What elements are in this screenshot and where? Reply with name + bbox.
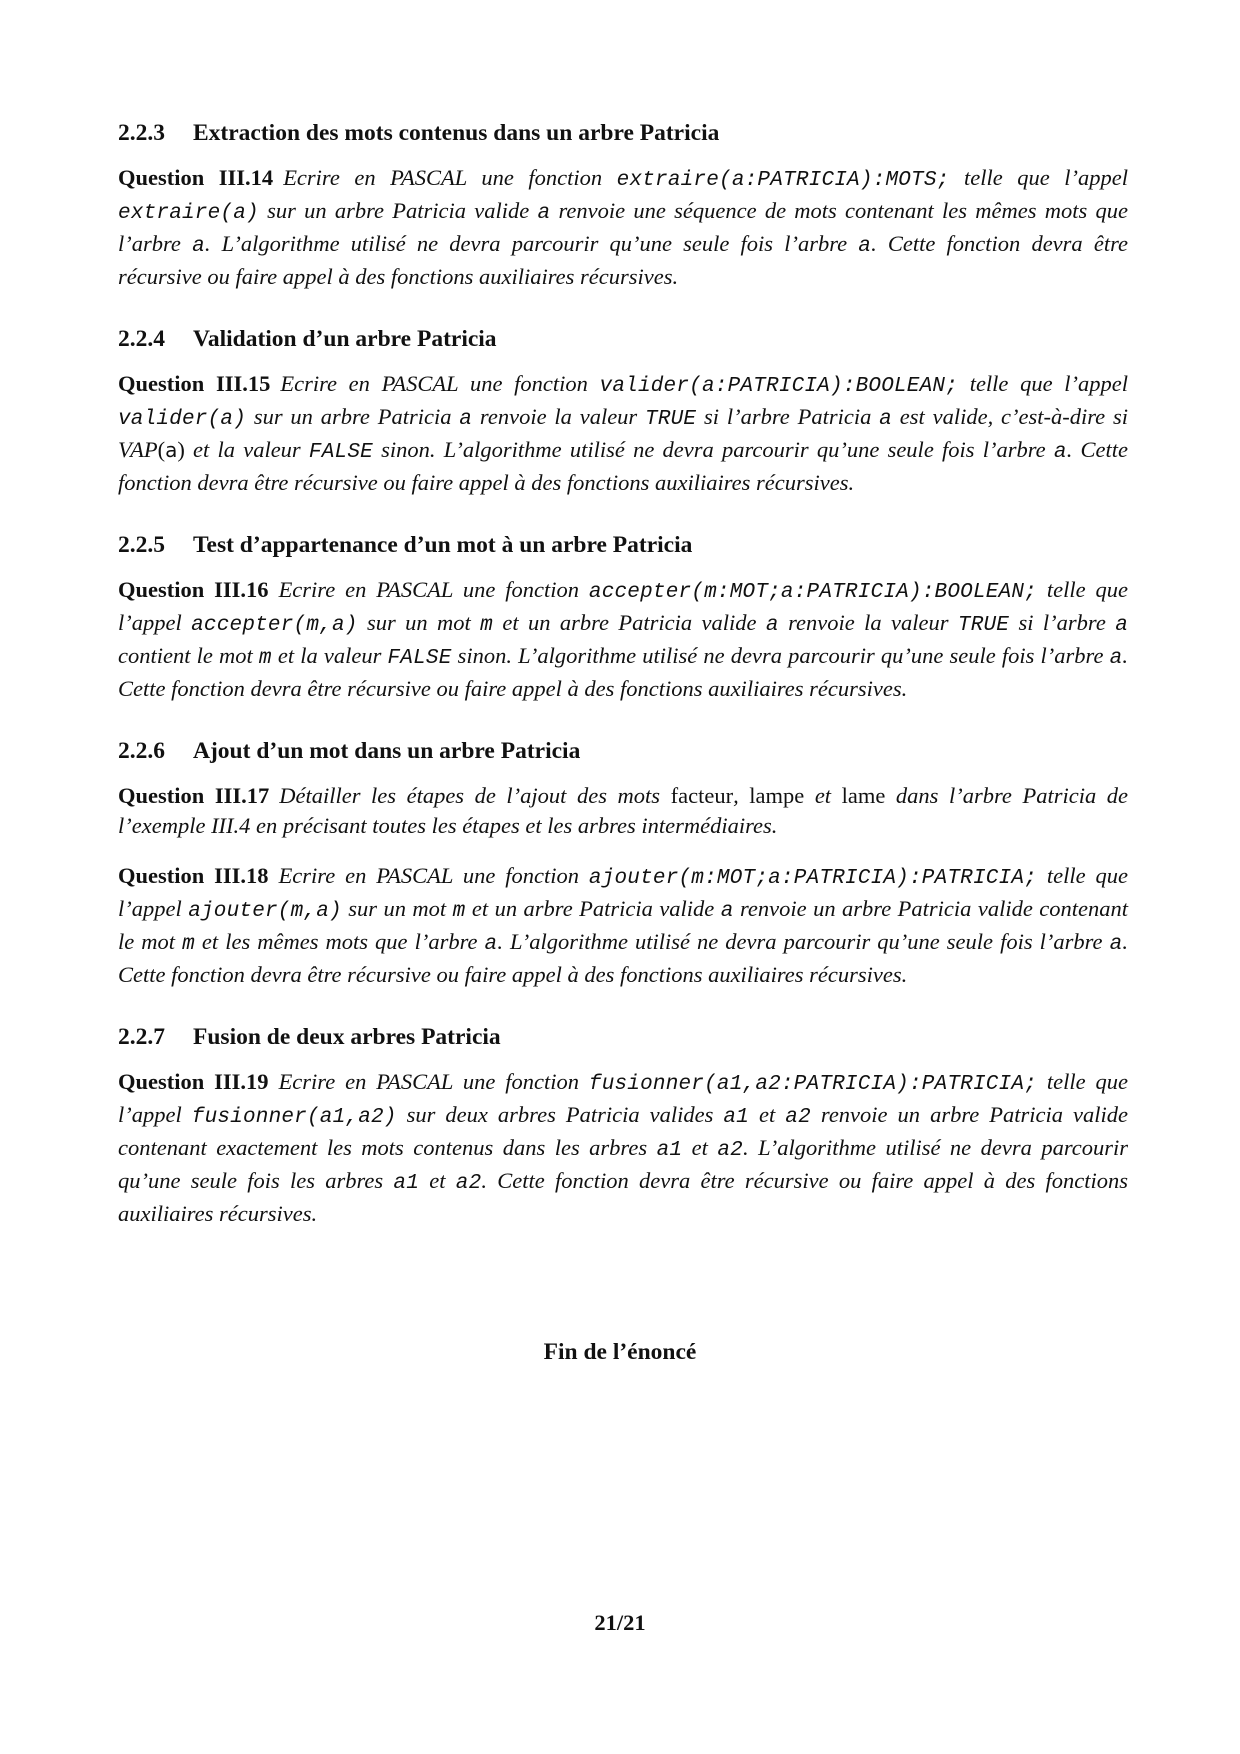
question-text: sur deux arbres Patricia valides [396, 1102, 724, 1127]
section [118, 324, 1128, 498]
roman-word: ( [157, 437, 166, 462]
question-text: et la valeur [184, 437, 309, 462]
code-fragment: TRUE [645, 408, 697, 431]
question-paragraph [118, 781, 1128, 841]
question-paragraph [118, 1067, 1128, 1229]
document-body [118, 118, 1128, 1261]
section-heading [118, 530, 1128, 560]
code-fragment: ajouter(m,a) [188, 900, 342, 923]
code-fragment: accepter(m,a) [191, 614, 358, 637]
question-text: . L’algorithme utilisé ne devra parcourir qu’une seule fois les arbres [118, 1135, 1128, 1193]
code-fragment: fusionner(a1,a2:PATRICIA):PATRICIA; [588, 1073, 1037, 1096]
question-text: et [682, 1135, 718, 1160]
question-paragraph [118, 861, 1128, 990]
question-text: dans l’arbre Patricia de l’exemple III.4 en précisant toutes les étapes et les arbres intermédiaires. [118, 783, 1128, 838]
code-fragment: FALSE [308, 441, 373, 464]
code-fragment: valider(a) [118, 408, 247, 431]
question-text: renvoie la valeur [472, 404, 646, 429]
question-text: . Cette fonction devra être récursive ou faire appel à des fonctions auxiliaires récursives. [118, 929, 1129, 987]
section-heading [118, 1022, 1128, 1052]
question-text: Ecrire en PASCAL une fonction [280, 371, 600, 396]
code-fragment: a [192, 235, 205, 258]
end-of-statement-title: Fin de l’énoncé [543, 1339, 697, 1365]
question-text: sur un mot [341, 896, 453, 921]
question-paragraph [118, 369, 1128, 498]
page-number: 21/21 [594, 1610, 646, 1635]
code-fragment: accepter(m:MOT;a:PATRICIA):BOOLEAN; [588, 581, 1037, 604]
question-text: telle que l’appel [118, 863, 1128, 921]
code-fragment: TRUE [957, 614, 1010, 637]
section [118, 1022, 1128, 1229]
question-text: Ecrire en PASCAL une fonction [278, 1069, 589, 1094]
code-fragment: a [1109, 647, 1123, 670]
code-fragment: a1 [656, 1139, 683, 1162]
question-text: sur un arbre Patricia valide [258, 198, 538, 223]
code-fragment: a [484, 933, 498, 956]
question-label: Question III.17 [118, 783, 270, 808]
question-text: telle que l’appel [118, 577, 1128, 635]
question-text: Ecrire en PASCAL une fonction [283, 165, 617, 190]
code-fragment: a [459, 408, 473, 431]
question-text: si l’arbre [1009, 610, 1116, 635]
question-paragraph [118, 575, 1128, 704]
code-fragment: a2 [717, 1139, 743, 1162]
section-number: 2.2.5 [118, 532, 165, 558]
section [118, 736, 1128, 990]
section-heading [118, 118, 1128, 148]
code-fragment: m [258, 647, 272, 670]
question-text: Détailler les étapes de l’ajout des mots [279, 783, 671, 808]
question-text: renvoie la valeur [778, 610, 958, 635]
code-fragment: ajouter(m:MOT;a:PATRICIA):PATRICIA; [588, 867, 1037, 890]
section-title: Ajout d’un mot dans un arbre Patricia [193, 738, 581, 764]
question-text: telle que l’appel [958, 371, 1128, 396]
roman-word: lampe [749, 783, 805, 808]
question-text: renvoie une séquence de mots contenant les mêmes mots que l’arbre [118, 198, 1128, 256]
section-title: Fusion de deux arbres Patricia [193, 1024, 501, 1050]
code-fragment: a1 [723, 1106, 749, 1129]
code-fragment: m [480, 614, 493, 637]
question-paragraph [118, 163, 1128, 292]
roman-word: ) [177, 437, 185, 462]
question-text: . L’algorithme utilisé ne devra parcourir qu’une seule fois l’arbre [497, 929, 1110, 954]
question-text: . Cette fonction devra être récursive ou faire appel à des fonctions auxiliaires récursives. [118, 437, 1129, 495]
question-text: sinon. L’algorithme utilisé ne devra parcourir qu’une seule fois l’arbre [372, 437, 1054, 462]
question-text: si l’arbre Patricia [696, 404, 880, 429]
section-heading [118, 324, 1128, 354]
question-label: Question III.15 [118, 371, 271, 396]
question-text: telle que l’appel [949, 165, 1128, 190]
question-text: sur un arbre Patricia [246, 404, 460, 429]
question-text: et un arbre Patricia valide [492, 610, 766, 635]
code-fragment: extraire(a) [118, 202, 259, 225]
section-number: 2.2.7 [118, 1024, 165, 1050]
code-fragment: a2 [785, 1106, 811, 1129]
question-text: et [804, 783, 842, 808]
code-fragment: a [1053, 441, 1067, 464]
question-text: contient le mot [118, 643, 259, 668]
section [118, 118, 1128, 292]
question-label: Question III.14 [118, 165, 274, 190]
question-text: et [419, 1168, 456, 1193]
code-fragment: a [537, 202, 551, 225]
code-fragment: a [1115, 614, 1129, 637]
question-label: Question III.18 [118, 863, 269, 888]
section-title: Extraction des mots contenus dans un arbre Patricia [193, 120, 720, 146]
code-fragment: valider(a:PATRICIA):BOOLEAN; [599, 375, 959, 398]
question-text: sur un mot [357, 610, 481, 635]
code-fragment: a [765, 614, 779, 637]
code-fragment: m [452, 900, 466, 923]
code-fragment: fusionner(a1,a2) [191, 1106, 397, 1129]
code-fragment: extraire(a:PATRICIA):MOTS; [616, 169, 950, 192]
section-title: Test d’appartenance d’un mot à un arbre Patricia [193, 532, 693, 558]
question-label: Question III.19 [118, 1069, 269, 1094]
question-text: . Cette fonction devra être récursive ou faire appel à des fonctions auxiliaires récursives. [118, 643, 1129, 701]
code-fragment: m [182, 933, 195, 956]
question-text: telle que l’appel [118, 1069, 1128, 1127]
question-text: renvoie un arbre Patricia valide contenant exactement les mots contenus dans les arbres [118, 1102, 1128, 1160]
question-text: Ecrire en PASCAL une fonction [278, 577, 589, 602]
math-argument: a [165, 438, 178, 462]
section-heading [118, 736, 1128, 766]
roman-word: lame [841, 783, 886, 808]
code-fragment: FALSE [387, 647, 452, 670]
question-label: Question III.16 [118, 577, 269, 602]
code-fragment: a [858, 235, 872, 258]
question-text: et les mêmes mots que l’arbre [194, 929, 485, 954]
section-title: Validation d’un arbre Patricia [193, 326, 497, 352]
question-text: . Cette fonction devra être récursive ou faire appel à des fonctions auxiliaires récursives. [118, 1168, 1128, 1226]
question-text: renvoie un arbre Patricia valide contenant le mot [118, 896, 1128, 954]
question-text: sinon. L’algorithme utilisé ne devra parcourir qu’une seule fois l’arbre [451, 643, 1110, 668]
question-text: Ecrire en PASCAL une fonction [278, 863, 589, 888]
question-text: est valide, c’est-à-dire si [891, 404, 1128, 429]
code-fragment: a2 [455, 1172, 482, 1195]
section [118, 530, 1128, 704]
roman-word: facteur [670, 783, 734, 808]
question-text: , [733, 783, 750, 808]
section-number: 2.2.4 [118, 326, 165, 352]
section-number: 2.2.6 [118, 738, 165, 764]
question-text: et [748, 1102, 786, 1127]
code-fragment: a [879, 408, 892, 431]
question-text: et la valeur [271, 643, 388, 668]
section-number: 2.2.3 [118, 120, 165, 146]
math-symbol: VAP [118, 437, 158, 462]
question-text: et un arbre Patricia valide [465, 896, 721, 921]
code-fragment: a [720, 900, 734, 923]
question-text: . Cette fonction devra être récursive ou faire appel à des fonctions auxiliaires récursives. [118, 231, 1128, 289]
question-text: . L’algorithme utilisé ne devra parcourir qu’une seule fois l’arbre [204, 231, 859, 256]
code-fragment: a1 [393, 1172, 420, 1195]
code-fragment: a [1109, 933, 1123, 956]
